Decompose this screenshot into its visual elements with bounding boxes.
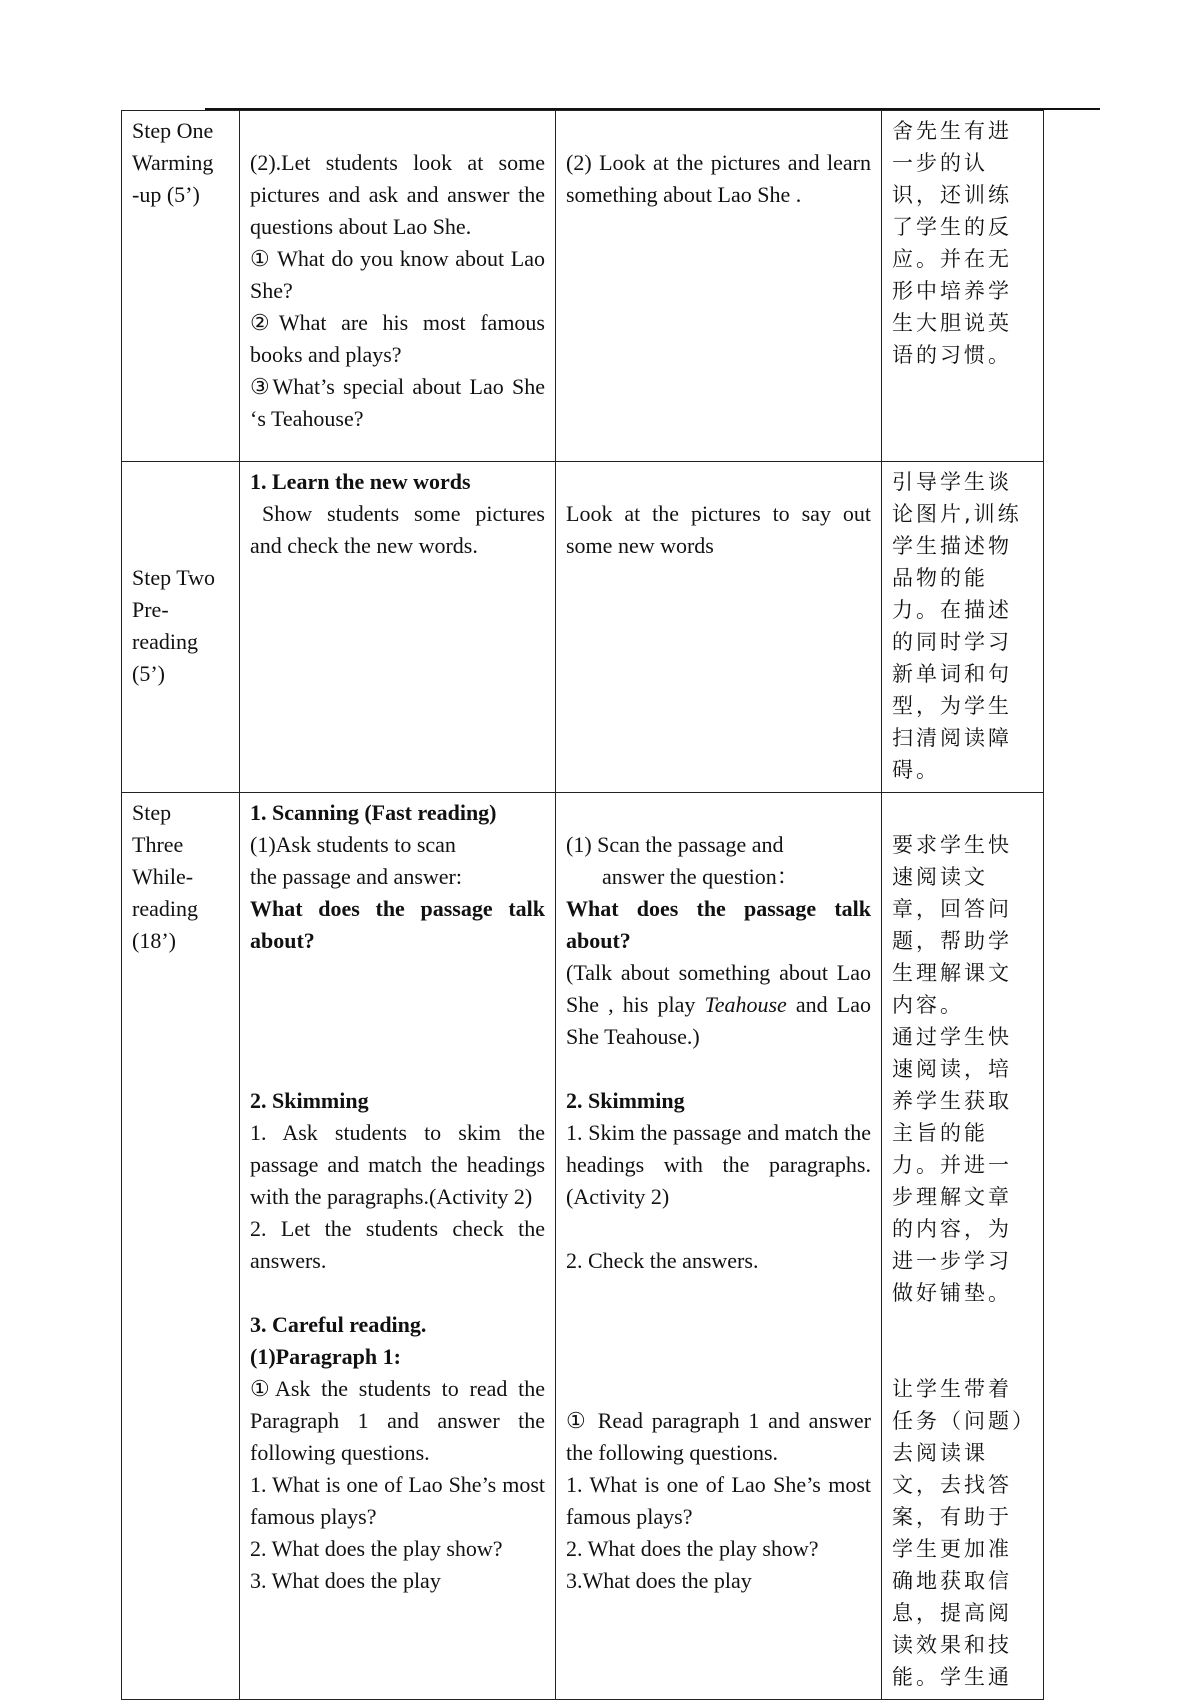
purpose-text: 舍先生有进一步的认识，还训练了学生的反应。并在无形中培养学生大胆说英语的习惯。: [892, 119, 1012, 367]
scan-question: What does the passage talk about?: [566, 896, 871, 953]
reading-question: 1. What is one of Lao She’s most famous plays?: [250, 1472, 545, 1529]
teacher-question: ① What do you know about Lao She?: [250, 246, 545, 303]
student-activity: 2. Check the answers.: [566, 1248, 759, 1273]
scan-answer-play-title: Teahouse: [704, 992, 787, 1017]
step-label-line: reading: [132, 896, 198, 921]
step-label-line: -up (5’): [132, 182, 200, 207]
student-activity-cell: [556, 462, 882, 793]
scan-answer-text: (Talk about something about Lao She , his play: [566, 960, 871, 1017]
purpose-cell: [882, 111, 1044, 462]
teacher-instruction: 1. Ask students to skim the passage and match the headings with the paragraphs.(Activity 2): [250, 1120, 545, 1209]
reading-question: 2. What does the play show?: [566, 1536, 819, 1561]
step-label-line: Step: [132, 800, 172, 825]
purpose-text: 要求学生快速阅读文章，回答问题，帮助学生理解课文内容。: [892, 833, 1012, 1017]
step-cell: [122, 462, 240, 793]
student-activity: 1. Skim the passage and match the headings with the paragraphs. (Activity 2): [566, 1120, 871, 1209]
teacher-activity-cell: [240, 462, 556, 793]
lesson-plan-table: [121, 110, 1044, 1700]
student-activity: Look at the pictures to say out some new words: [566, 501, 871, 558]
step-label-line: Pre-: [132, 597, 169, 622]
student-activity: answer the question：: [602, 864, 799, 889]
skimming-heading: 2. Skimming: [250, 1088, 369, 1113]
step-label-line: Step Two: [132, 565, 216, 590]
step-label-line: (5’): [132, 661, 165, 686]
scan-answer: [566, 957, 871, 1053]
teacher-question: ②What are his most famous books and plays?: [250, 310, 545, 367]
student-activity: (1) Scan the passage and: [566, 832, 784, 857]
teacher-instruction: the passage and answer:: [250, 864, 462, 889]
student-activity-cell: [556, 111, 882, 462]
teacher-instruction: Show students some pictures and check the new words.: [250, 501, 545, 558]
reading-question: 3. What does the play: [250, 1568, 441, 1593]
step-cell: [122, 793, 240, 1700]
teacher-instruction: (1)Ask students to scan: [250, 832, 456, 857]
careful-reading-heading: 3. Careful reading.: [250, 1312, 427, 1337]
scanning-heading: 1. Scanning (Fast reading): [250, 800, 497, 825]
student-activity: ① Read paragraph 1 and answer the following questions.: [566, 1408, 871, 1465]
purpose-cell: [882, 793, 1044, 1700]
step-cell: [122, 111, 240, 462]
student-activity: (2) Look at the pictures and learn something about Lao She .: [566, 150, 871, 207]
teacher-heading: 1. Learn the new words: [250, 469, 471, 494]
student-activity-cell: [556, 793, 882, 1700]
reading-question: 2. What does the play show?: [250, 1536, 503, 1561]
teacher-instruction: ①Ask the students to read the Paragraph 1 and answer the following questions.: [250, 1376, 545, 1465]
purpose-text: 引导学生谈论图片,训练学生描述物品物的能力。在描述的同时学习新单词和句型，为学生扫清阅读障碍。: [892, 470, 1022, 782]
teacher-instruction: (2).Let students look at some pictures and ask and answer the questions about Lao She.: [250, 150, 545, 239]
scan-answer-text: and Lao She Teahouse.): [566, 992, 871, 1049]
step-label-line: Three: [132, 832, 184, 857]
table-row-step-one: [122, 111, 1044, 462]
step-label-line: reading: [132, 629, 198, 654]
teacher-instruction: 2. Let the students check the answers.: [250, 1216, 545, 1273]
teacher-activity-cell: [240, 793, 556, 1700]
step-label-line: Warming: [132, 150, 214, 175]
purpose-text: 通过学生快速阅读，培养学生获取主旨的能力。并进一步理解文章的内容，为进一步学习做好铺垫。: [892, 1025, 1012, 1305]
purpose-text: 让学生带着任务（问题）去阅读课文，去找答案，有助于学生更加准确地获取信息，提高阅读效果和技能。学生通: [892, 1377, 1026, 1689]
step-label-line: While-: [132, 864, 194, 889]
paragraph-heading: (1)Paragraph 1:: [250, 1344, 401, 1369]
reading-question: 1. What is one of Lao She’s most famous plays?: [566, 1472, 871, 1529]
table-row-step-two: [122, 462, 1044, 793]
scan-question: What does the passage talk about?: [250, 896, 545, 953]
step-label-line: (18’): [132, 928, 176, 953]
teacher-question: ③What’s special about Lao She ‘s Teahouse?: [250, 374, 545, 431]
teacher-activity-cell: [240, 111, 556, 462]
skimming-heading: 2. Skimming: [566, 1088, 685, 1113]
step-label-line: Step One: [132, 118, 214, 143]
table-row-step-three: [122, 793, 1044, 1700]
reading-question: 3.What does the play: [566, 1568, 752, 1593]
purpose-cell: [882, 462, 1044, 793]
